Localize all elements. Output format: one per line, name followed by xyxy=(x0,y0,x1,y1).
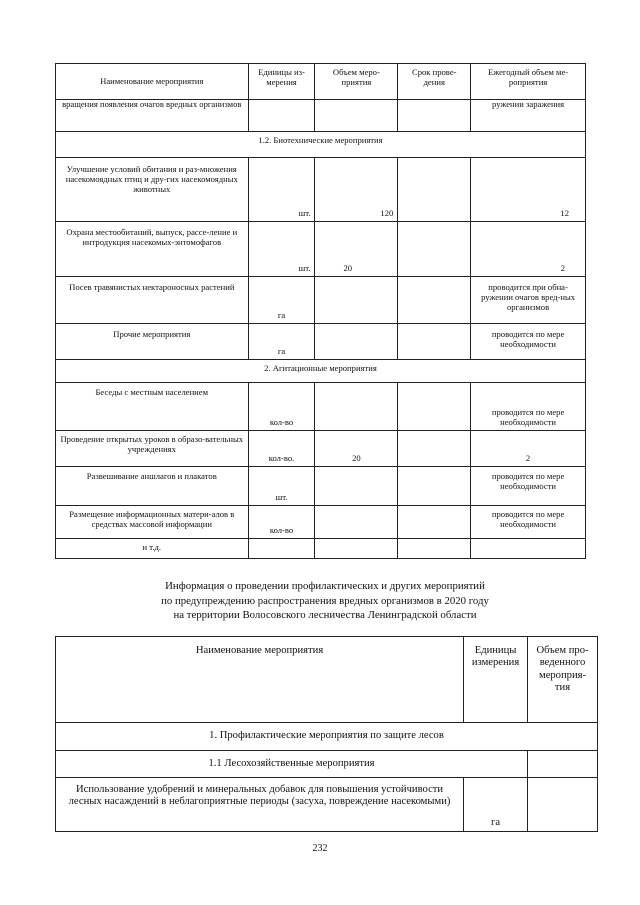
cell-units: кол-во xyxy=(248,383,315,431)
table-row xyxy=(56,277,586,324)
section-title: 2. Агитационные мероприятия xyxy=(56,360,586,383)
header-cell-volume: Объем про-веденного мероприя-тия xyxy=(528,637,598,723)
cell-name: Улучшение условий обитания и раз-множения насекомоядных птиц и дру-гих насекомоядных животных xyxy=(56,158,249,222)
cell-annual: проводится по мере необходимости xyxy=(471,467,586,506)
table-row xyxy=(56,506,586,539)
section-row xyxy=(56,723,598,751)
cell-units: шт. xyxy=(248,158,315,222)
cell-volume xyxy=(315,539,398,559)
cell-name: Развешивание аншлагов и плакатов xyxy=(56,467,249,506)
heading-line-3: на территории Волосовского лесничества Ленинградской области xyxy=(173,609,477,622)
cell-volume xyxy=(315,324,398,360)
section-title: 1.1 Лесохозяйственные мероприятия xyxy=(56,751,528,778)
cell-volume xyxy=(315,383,398,431)
cell-term xyxy=(398,383,471,431)
heading-line-1: Информация о проведении профилактических и других мероприятий xyxy=(165,580,485,592)
cell-units: га xyxy=(248,324,315,360)
cell-term xyxy=(398,222,471,277)
section-title: 1. Профилактические мероприятия по защите лесов xyxy=(56,723,598,751)
table-row xyxy=(56,778,598,832)
cell-annual: проводится по мере необходимости xyxy=(471,324,586,360)
cell-units: га xyxy=(464,778,528,832)
section-row xyxy=(56,132,586,158)
cell-name: Размещение информационных матери-алов в средствах массовой информации xyxy=(56,506,249,539)
cell-term xyxy=(398,324,471,360)
cell-annual: проводится при обна-ружении очагов вред-ных организмов xyxy=(471,277,586,324)
cell-term xyxy=(398,467,471,506)
cell-volume: 120 xyxy=(315,158,398,222)
cell-annual: 2 xyxy=(471,431,586,467)
cell-term xyxy=(398,506,471,539)
report-heading xyxy=(95,579,555,623)
table-header-row xyxy=(56,637,598,723)
cell-volume: 20 xyxy=(315,222,398,277)
cell-units: га xyxy=(248,277,315,324)
page-number: 232 xyxy=(312,843,328,854)
cell-name: Беседы с местным населением xyxy=(56,383,249,431)
cell-volume xyxy=(315,277,398,324)
cell-units: шт. xyxy=(248,222,315,277)
table-row xyxy=(56,158,586,222)
table-row xyxy=(56,324,586,360)
empty-cell xyxy=(528,751,598,778)
cell-annual: ружении заражения xyxy=(471,100,586,132)
header-cell-units: Единицы из-мерения xyxy=(248,64,315,100)
cell-units xyxy=(248,539,315,559)
preventive-measures-table xyxy=(55,636,598,832)
cell-units: шт. xyxy=(248,467,315,506)
cell-annual xyxy=(471,539,586,559)
cell-name: Проведение открытых уроков в образо-вательных учреждениях xyxy=(56,431,249,467)
header-cell-volume: Объем меро-приятия xyxy=(315,64,398,100)
cell-annual: 12 xyxy=(471,158,586,222)
header-cell-name: Наименование мероприятия xyxy=(56,637,464,723)
heading-line-2: по предупреждению распространения вредных организмов в 2020 году xyxy=(161,594,489,607)
header-cell-units: Единицы измерения xyxy=(464,637,528,723)
cell-name: вращения появления очагов вредных организмов xyxy=(56,100,249,132)
cell-name: и т.д. xyxy=(56,539,249,559)
cell-annual: 2 xyxy=(471,222,586,277)
cell-units xyxy=(248,100,315,132)
cell-name: Использование удобрений и минеральных добавок для повышения устойчивости лесных насаждений в неблагоприятные периоды (засуха, повреждение насекомыми) xyxy=(56,778,464,832)
cell-term xyxy=(398,100,471,132)
section-row xyxy=(56,751,598,778)
cell-annual: проводится по мере необходимости xyxy=(471,383,586,431)
cell-units: кол-во xyxy=(248,506,315,539)
cell-name: Охрана местообитаний, выпуск, рассе-ление и интродукция насекомых-энтомофагов xyxy=(56,222,249,277)
section-row xyxy=(56,360,586,383)
cell-units: кол-во. xyxy=(248,431,315,467)
cell-term xyxy=(398,431,471,467)
cell-name: Прочие мероприятия xyxy=(56,324,249,360)
cell-name: Посев травянистых нектароносных растений xyxy=(56,277,249,324)
cell-volume xyxy=(315,467,398,506)
table-row xyxy=(56,383,586,431)
table-row xyxy=(56,431,586,467)
cell-volume: 20 xyxy=(315,431,398,467)
header-cell-term: Срок прове-дения xyxy=(398,64,471,100)
cell-term xyxy=(398,539,471,559)
table-header-row xyxy=(56,64,586,100)
cell-volume xyxy=(315,506,398,539)
cell-annual: проводится по мере необходимости xyxy=(471,506,586,539)
cell-volume xyxy=(528,778,598,832)
table-row xyxy=(56,100,586,132)
header-cell-name: Наименование мероприятия xyxy=(56,64,249,100)
section-title: 1.2. Биотехнические мероприятия xyxy=(56,132,586,158)
cell-term xyxy=(398,158,471,222)
mitigation-measures-table xyxy=(55,63,586,559)
cell-volume xyxy=(315,100,398,132)
table-row xyxy=(56,222,586,277)
table-row xyxy=(56,467,586,506)
table-row xyxy=(56,539,586,559)
header-cell-annual-volume: Ежегодный объем ме-роприятия xyxy=(471,64,586,100)
cell-term xyxy=(398,277,471,324)
